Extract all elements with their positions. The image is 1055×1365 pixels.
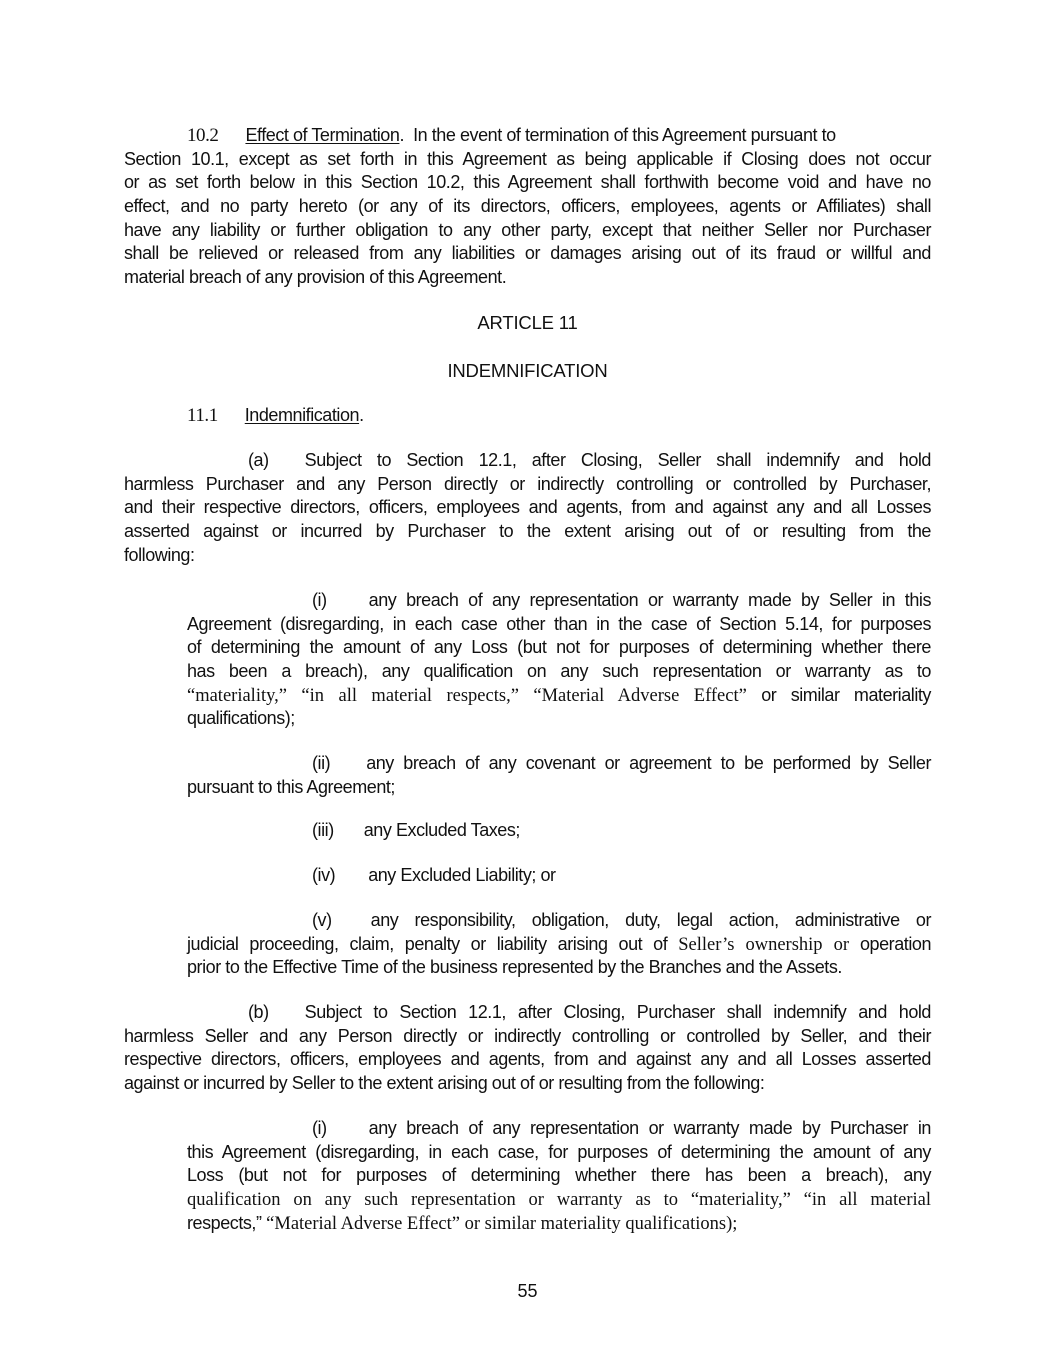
text-line: Subject to Section 12.1, after Closing, Seller shall indemnify and hold	[304, 450, 931, 470]
text-line: any Excluded Taxes;	[363, 820, 520, 840]
text-line: shall be relieved or released from any liabilities or damages arising out of its fraud or willful and	[124, 243, 931, 264]
item-label: (iii)	[312, 820, 334, 840]
item-label: (i)	[312, 1118, 327, 1138]
text-line	[187, 1212, 931, 1236]
text-line: of determining the amount of any Loss (but not for purposes of determining whether there	[187, 637, 931, 658]
text-line: this Agreement (disregarding, in each case, for purposes of determining the amount of any	[187, 1141, 931, 1162]
text-run: “Material Adverse Effect” or similar materiality qualifications);	[261, 1213, 738, 1234]
text-line: pursuant to this Agreement;	[187, 776, 395, 797]
page-number: 55	[517, 1281, 538, 1301]
text-line: have any liability or further obligation to any other party, except that neither Seller nor Purchaser	[124, 219, 931, 240]
item-a-i	[187, 589, 931, 731]
subsection-label: (a)	[248, 450, 269, 470]
text-line: or as set forth below in this Section 10.2, this Agreement shall forthwith become void and have no	[124, 172, 931, 193]
section-10-2	[124, 124, 931, 290]
article-label: ARTICLE 11	[477, 312, 578, 333]
item-a-iii	[312, 820, 520, 841]
text-line: respective directors, officers, employees and agents, from and against any and all Losses asserted	[124, 1049, 931, 1070]
article-title: INDEMNIFICATION	[447, 360, 608, 381]
text-line: effect, and no party hereto (or any of its directors, officers, employees, agents or Affiliates) shall	[124, 196, 931, 217]
subsection-b-line-1	[124, 1001, 931, 1025]
text-run: “materiality,” “in all material respects,” “Material Adverse Effect”	[187, 685, 747, 706]
text-line	[187, 933, 931, 957]
section-number: 11.1	[187, 405, 218, 426]
item-b-i	[187, 1117, 931, 1235]
text-line: harmless Purchaser and any Person directly or indirectly controlling or controlled by Purchaser,	[124, 473, 931, 494]
item-a-v-line-1	[187, 909, 931, 933]
text-line: Agreement (disregarding, in each case other than in the case of Section 5.14, for purposes	[187, 613, 931, 634]
item-label: (i)	[312, 590, 327, 610]
section-number: 10.2	[187, 125, 219, 146]
text-run: Seller’s ownership or	[678, 934, 850, 955]
text-line: following:	[124, 544, 195, 565]
item-label: (v)	[312, 910, 332, 930]
item-a-v	[187, 909, 931, 980]
subsection-a	[124, 449, 931, 567]
subsection-label: (b)	[248, 1002, 269, 1022]
text-line: any breach of any representation or warranty made by Purchaser in	[368, 1118, 931, 1138]
item-a-ii	[187, 752, 931, 799]
text-run: respects,”	[187, 1212, 262, 1233]
text-line: any Excluded Liability; or	[368, 865, 556, 885]
item-label: (iv)	[312, 865, 336, 885]
text-line: In the event of termination of this Agreement pursuant to	[413, 125, 836, 145]
section-title: Effect of Termination	[245, 125, 400, 145]
text-line	[187, 684, 931, 708]
subsection-a-line-1	[124, 449, 931, 473]
text-line: Section 10.1, except as set forth in this Agreement as being applicable if Closing does not occur	[124, 148, 931, 169]
text-line: any responsibility, obligation, duty, legal action, administrative or	[370, 910, 931, 930]
text-run: operation	[849, 933, 931, 954]
item-label: (ii)	[312, 753, 331, 773]
item-b-i-line-1	[187, 1117, 931, 1141]
item-a-ii-line-1	[187, 752, 931, 776]
text-line: Subject to Section 12.1, after Closing, Purchaser shall indemnify and hold	[304, 1002, 931, 1022]
text-run: or similar materiality	[746, 684, 931, 705]
text-run: qualification on any such representation or warranty as to “materiality,” “in all material	[187, 1190, 931, 1211]
text-line: has been a breach), any qualification on any such representation or warranty as to	[187, 661, 931, 682]
text-run: judicial proceeding, claim, penalty or liability arising out of	[187, 933, 679, 954]
section-10-2-line-1: 10.2 Effect of Termination. In the event of termination of this Agreement pursuant to	[187, 125, 836, 146]
item-a-iv	[312, 865, 556, 886]
subsection-b	[124, 1001, 931, 1096]
text-line: and their respective directors, officers, employees and agents, from and against any and all Losses	[124, 497, 931, 518]
text-line: against or incurred by Seller to the extent arising out of or resulting from the following:	[124, 1073, 765, 1094]
text-line: qualifications);	[187, 708, 295, 729]
text-line: prior to the Effective Time of the business represented by the Branches and the Assets.	[187, 957, 842, 978]
section-title: Indemnification	[244, 405, 360, 425]
item-a-i-line-1	[187, 589, 931, 613]
text-line: asserted against or incurred by Purchaser to the extent arising out of or resulting from the	[124, 521, 931, 542]
section-11-1-heading: 11.1 Indemnification.	[187, 405, 364, 426]
text-line: Loss (but not for purposes of determining whether there has been a breach), any	[187, 1165, 931, 1186]
text-line: any breach of any representation or warranty made by Seller in this	[368, 590, 931, 610]
text-line: harmless Seller and any Person directly or indirectly controlling or controlled by Seller, and their	[124, 1025, 931, 1046]
text-line: material breach of any provision of this Agreement.	[124, 267, 507, 288]
text-line	[187, 1188, 931, 1212]
text-line: any breach of any covenant or agreement to be performed by Seller	[366, 753, 931, 773]
